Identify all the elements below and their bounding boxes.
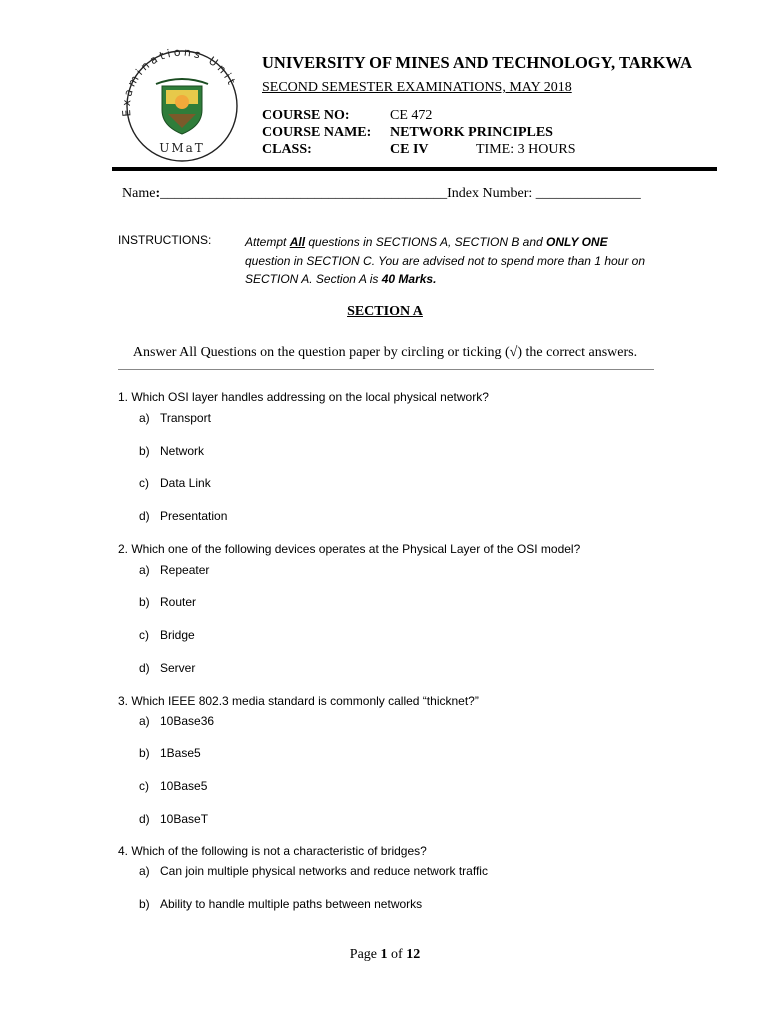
option-3c[interactable]: c) 10Base5	[139, 779, 208, 793]
university-title: UNIVERSITY OF MINES AND TECHNOLOGY, TARKWA	[262, 53, 692, 72]
index-number-label: Index Number:	[447, 186, 536, 201]
option-3d[interactable]: d) 10BaseT	[139, 812, 209, 826]
name-colon: :	[155, 186, 161, 201]
section-instruction: Answer All Questions on the question paper by circling or ticking (√) the correct answers.	[132, 345, 638, 360]
option-1b[interactable]: b) Network	[139, 444, 205, 458]
question-2: 2. Which one of the following devices operates at the Physical Layer of the OSI model?	[118, 542, 581, 556]
option-2b[interactable]: b) Router	[139, 595, 197, 609]
instructions-text: Attempt All questions in SECTIONS A, SECTION B and ONLY ONE question in SECTION C. You are advised not to spend more than 1 hour on SECTION A. Section A is 40 Marks.	[245, 235, 646, 286]
exam-title: SECOND SEMESTER EXAMINATIONS, MAY 2018	[262, 80, 572, 95]
question-1: 1. Which OSI layer handles addressing on the local physical network?	[118, 390, 489, 404]
question-3: 3. Which IEEE 802.3 media standard is commonly called “thicknet?”	[118, 694, 479, 708]
time-value: TIME: 3 HOURS	[476, 142, 576, 157]
section-title: SECTION A	[347, 304, 423, 319]
option-1a[interactable]: a) Transport	[139, 411, 211, 425]
option-2d[interactable]: d) Server	[139, 661, 196, 675]
svg-text:Examinations Unit: Examinations Unit	[119, 45, 240, 118]
name-label: Name	[122, 186, 156, 201]
option-3a[interactable]: a) 10Base36	[139, 714, 215, 728]
option-4a[interactable]: a) Can join multiple physical networks and reduce network traffic	[139, 864, 488, 878]
course-name-label: COURSE NAME:	[262, 125, 372, 140]
course-name-value: NETWORK PRINCIPLES	[390, 125, 553, 140]
instructions-label: INSTRUCTIONS:	[118, 233, 212, 247]
option-3b[interactable]: b) 1Base5	[139, 746, 201, 760]
svg-text:UMaT: UMaT	[159, 141, 205, 155]
umat-crest-icon	[156, 79, 208, 134]
page-footer: Page 1 of 12	[349, 947, 421, 962]
index-number-field[interactable]: _______________	[535, 186, 641, 201]
question-4: 4. Which of the following is not a characteristic of bridges?	[118, 844, 427, 858]
examinations-unit-stamp-logo	[118, 44, 246, 162]
header-divider	[112, 167, 717, 171]
name-field[interactable]: _________________________________________	[160, 186, 448, 201]
option-1d[interactable]: d) Presentation	[139, 509, 228, 523]
course-no-label: COURSE NO:	[262, 108, 350, 123]
option-1c[interactable]: c) Data Link	[139, 476, 211, 490]
class-value: CE IV	[390, 142, 429, 157]
class-label: CLASS:	[262, 142, 312, 157]
option-2a[interactable]: a) Repeater	[139, 563, 210, 577]
option-2c[interactable]: c) Bridge	[139, 628, 195, 642]
course-no-value: CE 472	[390, 108, 433, 123]
section-divider	[118, 369, 654, 370]
name-index-line	[122, 186, 641, 202]
option-4b[interactable]: b) Ability to handle multiple paths between networks	[139, 897, 423, 911]
